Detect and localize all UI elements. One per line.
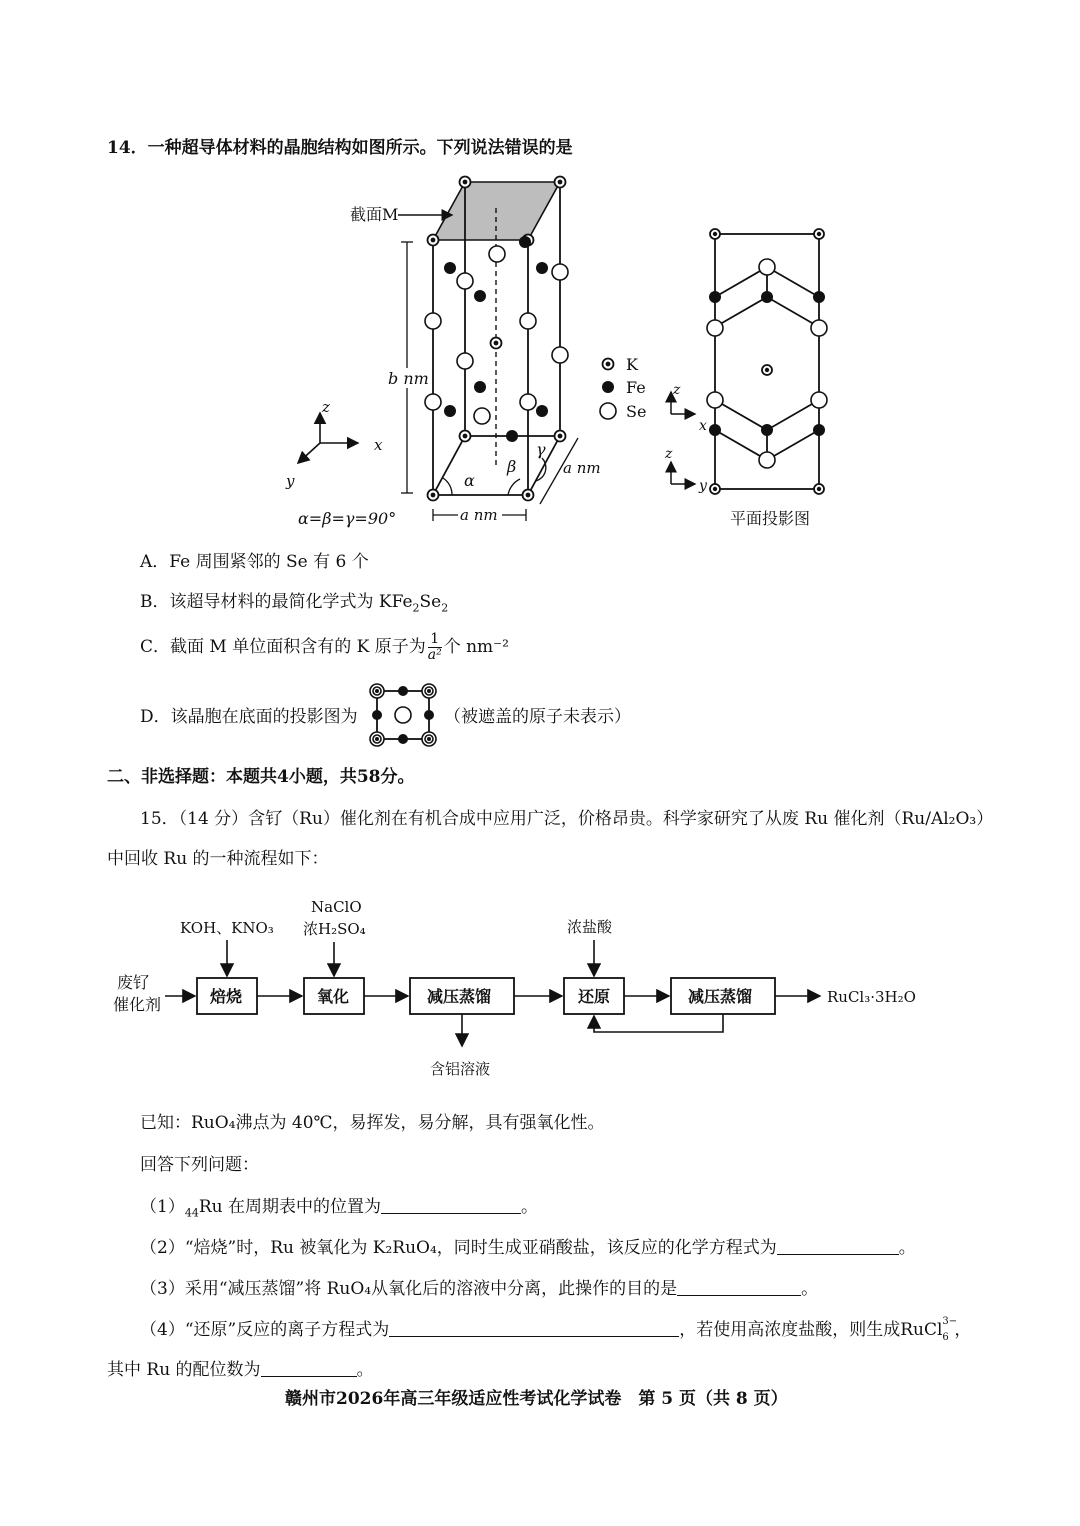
atom-legend [598,352,658,424]
option-d-text: D．该晶胞在底面的投影图为 [140,707,358,727]
option-b: B．该超导材料的最简化学式为 $KFe_2Se_2$ [140,592,449,615]
q15-line2: 中回收 Ru 的一种流程如下： [107,849,329,869]
section-m-label: 截面M [350,205,399,224]
sub-question-3: （3）采用“减压蒸馏”将 RuO₄从氧化后的溶液中分离，此操作的目的是 。 [140,1279,819,1299]
answer-blank-2[interactable] [777,1236,899,1255]
known-info: 已知：RuO₄沸点为 40℃，易挥发，易分解，具有强氧化性。 [140,1113,605,1133]
axis-y-label: y [286,472,295,490]
box1-label: 焙烧 [210,987,243,1006]
axis-x-label: x [374,436,383,454]
option-a: A．Fe 周围紧邻的 Se 有 6 个 [140,552,369,572]
proj-axis-z2: z [665,446,673,462]
sub-question-1: $(1)_{44}Ru$ 在周期表中的位置为 。 [140,1197,538,1220]
legend-se: Se [626,402,647,421]
proj-axis-x: x [699,418,707,434]
box3-label: 减压蒸馏 [427,987,492,1006]
angles-equation: α=β=γ=90° [298,509,397,528]
reagent-3: 浓盐酸 [567,918,613,936]
answer-blank-3[interactable] [677,1277,801,1296]
answer-blank-1[interactable] [381,1195,521,1214]
sub-question-4b: 其中 Ru 的配位数为 。 [107,1360,374,1380]
sub-question-2: （2）“焙烧”时，Ru 被氧化为 K₂RuO₄，同时生成亚硝酸盐，该反应的化学方程式为 。 [140,1238,916,1258]
feed-line2: 催化剂 [113,995,162,1014]
legend-fe: Fe [626,378,646,397]
answer-blank-5[interactable] [261,1358,357,1377]
box5-label: 减压蒸馏 [688,987,753,1006]
answer-prompt: 回答下列问题： [140,1155,259,1175]
angle-beta: β [507,457,517,476]
reagent-1: KOH、KNO₃ [180,919,274,937]
axis-z-label: z [322,398,330,416]
projection-caption: 平面投影图 [730,509,811,528]
answer-blank-4[interactable] [389,1318,679,1337]
reagent-2a: NaClO [311,898,362,916]
reagent-2b: 浓H₂SO₄ [303,920,366,938]
q14-stem: 14．一种超导体材料的晶胞结构如图所示。下列说法错误的是 [107,138,573,158]
plane-projection-figure [655,222,845,532]
q15-line1: 15．（14 分）含钌（Ru）催化剂在有机合成中应用广泛，价格昂贵。科学家研究了从废 Ru 催化剂（Ru/Al₂O₃） [140,809,994,829]
option-c: C．截面 M 单位面积含有的 K 原子为 $\frac{1}{\text{a²}}$ 个 nm⁻² [140,631,509,663]
waste-label: 含铝溶液 [430,1060,491,1078]
option-d-suffix: （被遮盖的原子未表示） [444,707,631,727]
angle-alpha: α [464,471,475,490]
crystal-cell-figure [280,168,610,538]
legend-k: K [626,355,638,374]
angle-gamma: γ [536,440,546,459]
proj-axis-y: y [699,478,707,494]
option-d-projection-icon [368,683,438,747]
section-2-heading: 二、非选择题：本题共4小题，共58分。 [107,767,415,787]
box2-label: 氧化 [317,987,350,1006]
page-footer: 赣州市2026年高三年级适应性考试化学试卷 第 5 页（共 8 页） [285,1389,788,1409]
box4-label: 还原 [578,987,611,1006]
a-dimension-side: a nm [563,459,601,477]
sub-question-4: （4）“还原”反应的离子方程式为 ，若使用高浓度盐酸，则生成RuCl 3− 6 ， [140,1316,972,1343]
proj-axis-z1: z [673,382,681,398]
flow-diagram [105,890,935,1085]
b-dimension-label: b nm [388,369,429,388]
feed-line1: 废钌 [117,973,150,992]
a-dimension-bottom: a nm [460,506,498,524]
product-label: RuCl₃·3H₂O [827,988,916,1006]
